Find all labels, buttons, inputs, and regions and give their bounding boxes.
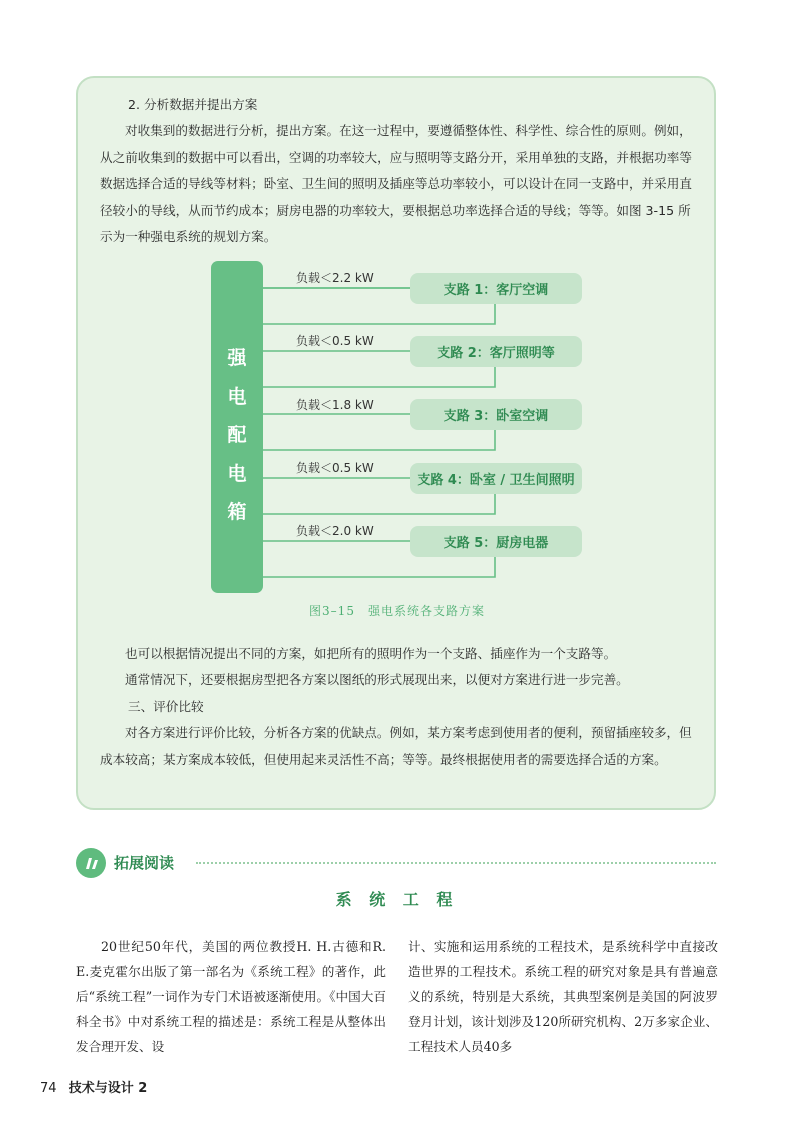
paragraph: 通常情况下，还要根据房型把各方案以图纸的形式展现出来，以便对方案进行进一步完善。 [125, 672, 629, 688]
branch-load-label: 负载＜0.5 kW [296, 461, 374, 475]
article-column-left [76, 934, 386, 1059]
branch-load-label: 负载＜1.8 kW [296, 398, 374, 412]
article-column-right [408, 934, 718, 1059]
page-number: 74 [40, 1081, 57, 1096]
article-title: 系 统 工 程 [335, 890, 459, 909]
box-text-bottom [100, 641, 696, 773]
box-text-top [100, 92, 696, 250]
branch-box: 支路 3：卧室空调 [410, 399, 582, 430]
main-label-char: 电 [227, 385, 247, 408]
branch-box: 支路 2：客厅照明等 [410, 336, 582, 367]
book-icon [76, 848, 106, 878]
branch-box: 支路 5：厨房电器 [410, 526, 582, 557]
extension-label: 拓展阅读 [114, 854, 175, 872]
branch-box: 支路 1：客厅空调 [410, 273, 582, 304]
main-label-char: 配 [227, 424, 247, 446]
paragraph: 对收集到的数据进行分析，提出方案。在这一过程中，要遵循整体性、科学性、综合性的原则。例如，从之前收集到的数据中可以看出，空调的功率较大，应与照明等支路分开，采用单独的支路，并根据功率等数据选择合适的导线等材料；卧室、卫生间的照明及插座等总功率较小，可以设计在同一支路中，并采用直径较小的导线，从而节约成本；厨房电器的功率较大，要根据总功率选择合适的导线；等等。如图 3-15 所示为一种强电系统的规划方案。 [100, 123, 692, 245]
subsection-heading: 2. 分析数据并提出方案 [128, 97, 258, 112]
paragraph: 对各方案进行评价比较，分析各方案的优缺点。例如，某方案考虑到使用者的便利，预留插座较多，但成本较高；某方案成本较低，但使用起来灵活性不高；等等。最终根据使用者的需要选择合适的方案。 [100, 725, 692, 767]
book-title: 技术与设计 2 [68, 1081, 148, 1096]
main-label-char: 箱 [227, 501, 247, 523]
main-distribution-box [211, 261, 263, 593]
main-label-char: 电 [227, 462, 247, 485]
page-footer [40, 1077, 147, 1096]
paragraph: 也可以根据情况提出不同的方案，如把所有的照明作为一个支路、插座作为一个支路等。 [125, 646, 617, 661]
branch-load-label: 负载＜2.0 kW [296, 524, 374, 538]
paragraph: 20世纪50年代，美国的两位教授H. H.古德和R. E.麦克霍尔出版了第一部名为《系统工程》的著作，此后“系统工程”一词作为专门术语被逐渐使用。《中国大百科全书》中对系统工程的描述是：系统工程是从整体出发合理开发、设 [76, 939, 386, 1054]
dotted-divider [196, 862, 716, 864]
branch-load-label: 负载＜0.5 kW [296, 334, 374, 348]
figure-caption: 图3–15 强电系统各支路方案 [309, 604, 485, 618]
section-heading: 三、评价比较 [128, 698, 204, 714]
branch-box: 支路 4：卧室 / 卫生间照明 [410, 463, 582, 494]
main-label-char: 强 [227, 347, 247, 369]
paragraph: 计、实施和运用系统的工程技术，是系统科学中直接改造世界的工程技术。系统工程的研究对象是具有普遍意义的系统，特别是大系统，其典型案例是美国的阿波罗登月计划，该计划涉及120所研究机构、2万多家企业、工程技术人员40多 [408, 939, 718, 1054]
branch-load-label: 负载＜2.2 kW [296, 271, 374, 285]
